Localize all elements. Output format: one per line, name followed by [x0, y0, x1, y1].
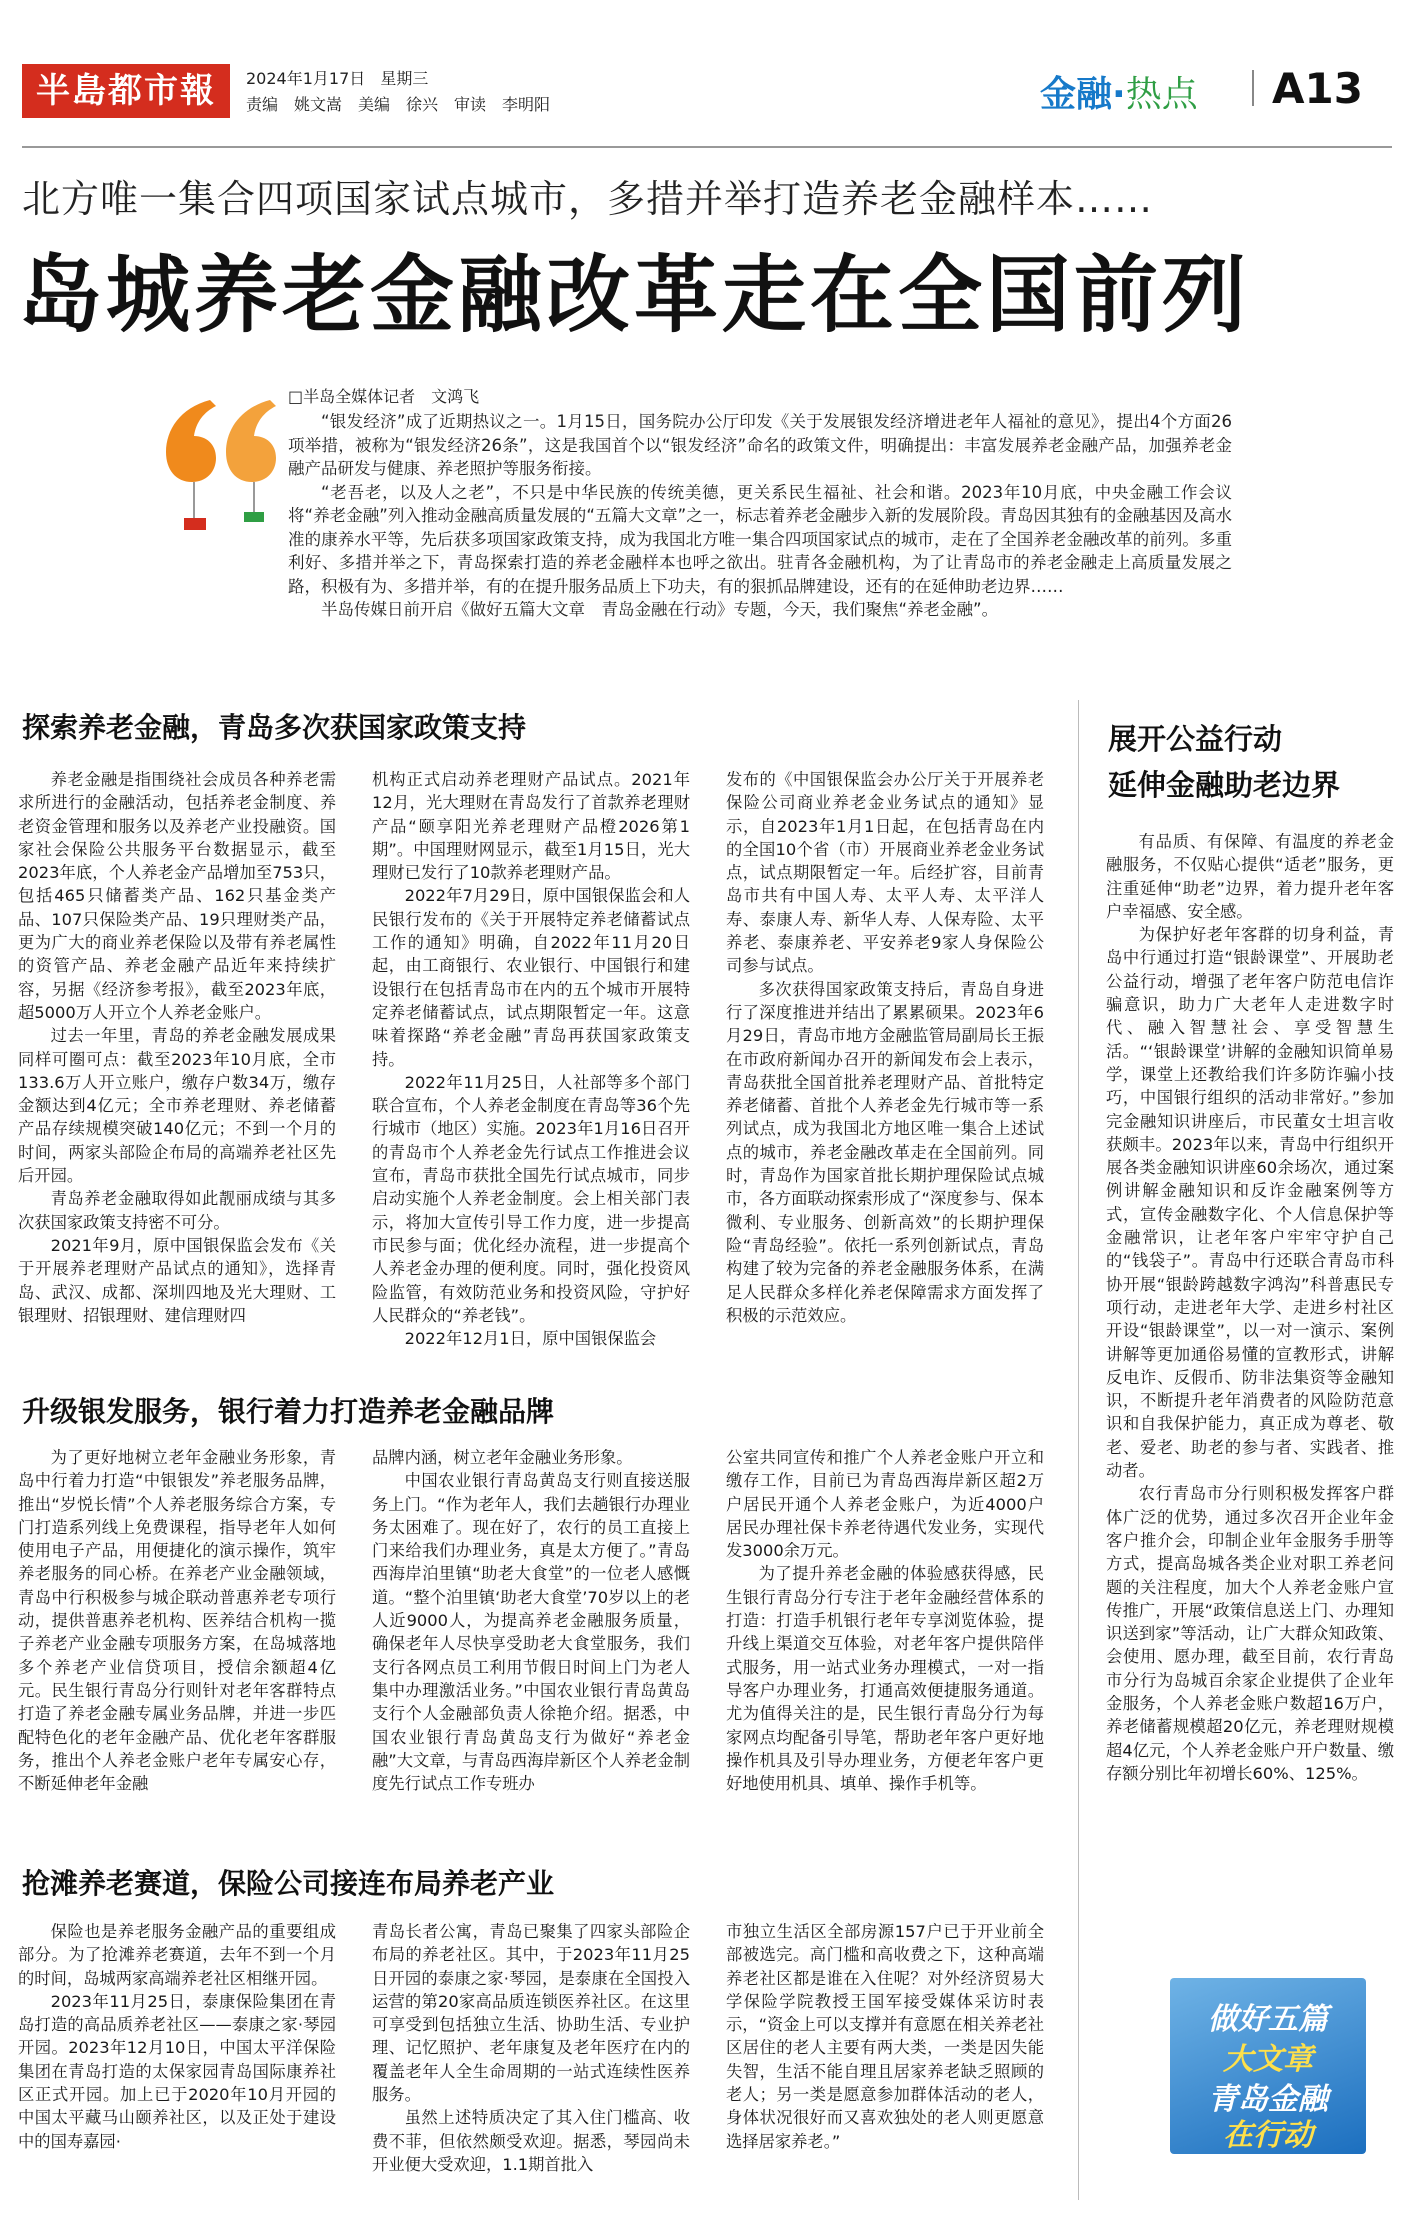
weekday: 星期三 [380, 69, 429, 88]
headline-title: 岛城养老金融改革走在全国前列 [18, 246, 1251, 344]
date: 2024年1月17日 [246, 69, 366, 88]
masthead-rule [22, 146, 1392, 148]
paragraph: 中国农业银行青岛黄岛支行则直接送服务上门。“作为老年人，我们去趟银行办理业务太困难了。现在好了，农行的员工直接上门来给我们办理业务，真是太方便了。”青岛西海岸泊里镇“助老大食堂”的一位老人感慨道。“整个泊里镇‘助老大食堂’70岁以上的老人近9000人，为提高养老金融服务质量，确保老年人尽快享受助老大食堂服务，我们支行各网点员工利用节假日时间上门为老人集中办理激活业务。”中国农业银行青岛黄岛支行个人金融部负责人徐艳介绍。据悉，中国农业银行青岛黄岛支行为做好“养老金融”大文章，与青岛西海岸新区个人养老金制度先行试点工作专班办 [372, 1471, 690, 1794]
sidebar-heading [1108, 716, 1340, 808]
paragraph: 2021年9月，原中国银保监会发布《关于开展养老理财产品试点的通知》，选择青岛、武汉、成都、深圳四地及光大理财、工银理财、招银理财、建信理财四 [18, 1235, 336, 1325]
section1-column-1 [18, 768, 336, 1327]
section3-column-2 [372, 1920, 690, 2176]
intro-paragraph: 半岛传媒日前开启《做好五篇大文章 青岛金融在行动》专题，今天，我们聚焦“养老金融”。 [321, 600, 999, 619]
section2-column-1 [18, 1446, 336, 1795]
intro-paragraph: “银发经济”成了近期热议之一。1月15日，国务院办公厅印发《关于发展银发经济增进老年人福祉的意见》，提出4个方面26项举措，被称为“银发经济26条”，这是我国首个以“银发经济”命名的政策文件，明确提出：丰富发展养老金融产品，加强养老金融产品研发与健康、养老照护等服务衔接。 [288, 412, 1232, 478]
paragraph: 2023年11月25日，泰康保险集团在青岛打造的高品质养老社区——泰康之家·琴园开园。2023年12月10日，中国太平洋保险集团在青岛打造的太保家园青岛国际康养社区正式开园。加上已于2020年10月开园的中国太平藏马山颐养社区，以及正处于建设中的国寿嘉园· [18, 1991, 336, 2151]
section2-heading: 升级银发服务，银行着力打造养老金融品牌 [22, 1395, 555, 1428]
paragraph: 公室共同宣传和推广个人养老金账户开立和缴存工作，目前已为青岛西海岸新区超2万户居民开通个人养老金账户，为近4000户居民办理社保卡养老待遇代发业务，实现代发3000余万元。 [726, 1448, 1044, 1561]
headline-kicker: 北方唯一集合四项国家试点城市，多措并举打造养老金融样本…… [22, 177, 1154, 221]
section-dot: · [1112, 74, 1126, 115]
badge-line: 青岛金融 [1208, 2082, 1328, 2117]
paragraph: 为了更好地树立老年金融业务形象，青岛中行着力打造“中银银发”养老服务品牌，推出“岁悦长情”个人养老服务综合方案，专门打造系列线上免费课程，指导老年人如何使用电子产品，用便捷化的演示操作，筑牢养老服务的同心桥。在养老产业金融领域，青岛中行积极参与城企联动普惠养老专项行动，提供普惠养老机构、医养结合机构一揽子养老产业金融专项服务方案，在岛城落地多个养老产业信贷项目，授信余额超4亿元。民生银行青岛分行则针对老年客群特点打造了养老金融专属业务品牌，并进一步匹配特色化的老年金融产品、优化老年客群服务，推出个人养老金账户老年专属安心存，不断延伸老年金融 [18, 1448, 336, 1794]
masthead-divider [1252, 70, 1254, 106]
paragraph: 多次获得国家政策支持后，青岛自身进行了深度推进并结出了累累硕果。2023年6月29日，青岛市地方金融监管局副局长王振在市政府新闻办召开的新闻发布会上表示，青岛获批全国首批养老理财产品、首批特定养老储蓄、首批个人养老金先行城市等一系列试点，成为我国北方地区唯一集合上述试点的城市，养老金融改革走在全国前列。同时，青岛作为国家首批长期护理保险试点城市，各方面联动探索形成了“深度参与、保本微利、专业服务、创新高效”的长期护理保险“青岛经验”。依托一系列创新试点，青岛构建了较为完备的养老金融服务体系，在满足人民群众多样化养老保障需求方面发挥了积极的示范效应。 [726, 979, 1044, 1325]
badge-line: 在行动 [1223, 2118, 1313, 2153]
paragraph: 过去一年里，青岛的养老金融发展成果同样可圈可点：截至2023年10月底，全市133.6万人开立账户，缴存户数34万，缴存金额达到4亿元；全市养老理财、养老储蓄产品存续规模突破140亿元；不到一个月的时间，两家头部险企布局的高端养老社区先后开园。 [18, 1026, 336, 1186]
section2-column-3 [726, 1446, 1044, 1795]
section-label [1040, 66, 1198, 117]
paragraph: 虽然上述特质决定了其入住门槛高、收费不菲，但依然颇受欢迎。据悉，琴园尚未开业便大受欢迎，1.1期首批入 [372, 2108, 690, 2174]
paragraph: 有品质、有保障、有温度的养老金融服务，不仅贴心提供“适老”服务，更注重延伸“助老”边界，着力提升老年客户幸福感、安全感。 [1106, 832, 1394, 921]
newspaper-logo: 半島都市報 [22, 64, 230, 118]
intro-text [288, 410, 1232, 622]
section3-column-3 [726, 1920, 1044, 2153]
paragraph: 机构正式启动养老理财产品试点。2021年12月，光大理财在青岛发行了首款养老理财产品“颐享阳光养老理财产品橙2026第1期”。中国理财网显示，截至1月15日，光大理财已发行了10款养老理财产品。 [372, 770, 690, 883]
section-main: 金融 [1040, 74, 1113, 115]
section1-column-2 [372, 768, 690, 1350]
sidebar-heading-line: 展开公益行动 [1108, 722, 1283, 756]
editor-credits: 责编 姚文嵩 美编 徐兴 审读 李明阳 [246, 95, 551, 114]
paragraph: 为保护好老年客群的切身利益，青岛中行通过打造“银龄课堂”、开展助老公益行动，增强了老年客户防范电信诈骗意识，助力广大老年人走进数字时代、融入智慧社会、享受智慧生活。“‘银龄课堂’讲解的金融知识简单易学，课堂上还教给我们许多防诈骗小技巧，中国银行组织的活动非常好。”参加完金融知识讲座后，市民董女士坦言收获颇丰。2023年以来，青岛中行组织开展各类金融知识讲座60余场次，通过案例讲解金融知识和反诈金融案例等方式，宣传金融数字化、个人信息保护等金融常识，让老年客户牢牢守护自己的“钱袋子”。青岛中行还联合青岛市科协开展“银龄跨越数字鸿沟”科普惠民专项行动，走进老年大学、走进乡村社区开设“银龄课堂”，以一对一演示、案例讲解等更加通俗易懂的宣教形式，讲解反电诈、反假币、防非法集资等金融知识，不断提升老年消费者的风险防范意识和自我保护能力，真正成为尊老、敬老、爱老、助老的参与者、实践者、推动者。 [1106, 925, 1394, 1481]
section1-column-3 [726, 768, 1044, 1327]
badge-line: 做好五篇 [1208, 2002, 1328, 2037]
section3-column-1 [18, 1920, 336, 2153]
quote-mark-icon [160, 390, 280, 540]
section-sub: 热点 [1125, 74, 1198, 115]
sidebar-divider [1078, 700, 1079, 2200]
sidebar-text [1106, 830, 1394, 1785]
section1-heading: 探索养老金融，青岛多次获国家政策支持 [22, 711, 527, 744]
badge-line: 大文章 [1223, 2042, 1313, 2077]
paragraph: 品牌内涵，树立老年金融业务形象。 [372, 1448, 633, 1467]
intro-paragraph: “老吾老，以及人之老”，不只是中华民族的传统美德，更关系民生福祉、社会和谐。2023年10月底，中央金融工作会议将“养老金融”列入推动金融高质量发展的“五篇大文章”之一，标志着养老金融步入新的发展阶段。青岛因其独有的金融基因及高水准的康养水平等，先后获多项国家政策支持，成为我国北方唯一集合四项国家试点的城市，走在了全国养老金融改革的前列。多重利好、多措并举之下，青岛探索打造的养老金融样本也呼之欲出。驻青各金融机构，为了让青岛市的养老金融走上高质量发展之路，积极有为、多措并举，有的在提升服务品质上下功夫，有的狠抓品牌建设，还有的在延伸助老边界…… [288, 482, 1232, 596]
paragraph: 养老金融是指围绕社会成员各种养老需求所进行的金融活动，包括养老金制度、养老资金管理和服务以及养老产业投融资。国家社会保险公共服务平台数据显示，截至2023年底，个人养老金产品增加至753只，包括465只储蓄类产品、162只基金类产品、107只保险类产品、19只理财类产品，更为广大的商业养老保险以及带有养老属性的资管产品、养老金融产品近年来持续扩容，另据《经济参考报》，截至2023年底，超5000万人开立个人养老金账户。 [18, 770, 336, 1022]
paragraph: 2022年12月1日，原中国银保监会 [404, 1329, 657, 1349]
paragraph: 农行青岛市分行则积极发挥客户群体广泛的优势，通过多次召开企业年金客户推介会，印制企业年金服务手册等方式，提高岛城各类企业对职工养老问题的关注程度，加大个人养老金账户宣传推广，开展“政策信息送上门、办理知识送到家”等活动，让广大群众知政策、会使用、愿办理，截至目前，农行青岛市分行为岛城百余家企业提供了企业年金服务，个人养老金账户数超16万户，养老储蓄规模超20亿元，养老理财规模超4亿元，个人养老金账户开户数量、缴存额分别比年初增长60%、125%。 [1106, 1484, 1394, 1783]
series-badge [1170, 1978, 1366, 2154]
paragraph: 市独立生活区全部房源157户已于开业前全部被选完。高门槛和高收费之下，这种高端养老社区都是谁在入住呢？对外经济贸易大学保险学院教授王国军接受媒体采访时表示，“资金上可以支撑并有意愿在相关养老社区居住的老人主要有两大类，一类是因失能失智，生活不能自理且居家养老缺乏照顾的老人；另一类是愿意参加群体活动的老人，身体状况很好而又喜欢独处的老人则更愿意选择居家养老。” [726, 1922, 1044, 2151]
paragraph: 青岛养老金融取得如此靓丽成绩与其多次获国家政策支持密不可分。 [18, 1189, 336, 1232]
page-number: A13 [1272, 64, 1363, 113]
section3-heading: 抢滩养老赛道，保险公司接连布局养老产业 [22, 1867, 555, 1900]
issue-date [246, 66, 428, 89]
paragraph: 为了提升养老金融的体验感获得感，民生银行青岛分行专注于老年金融经营体系的打造：打造手机银行老年专享浏览体验，提升线上渠道交互体验，对老年客户提供陪伴式服务，用一站式业务办理模式，一对一指导客户办理业务，打通高效便捷服务通道。尤为值得关注的是，民生银行青岛分行为每家网点均配备引导笔，帮助老年客户更好地操作机具及引导办理业务，方便老年客户更好地使用机具、填单、操作手机等。 [726, 1564, 1044, 1794]
byline: □半岛全媒体记者 文鸿飞 [288, 387, 480, 406]
paragraph: 2022年7月29日，原中国银保监会和人民银行发布的《关于开展特定养老储蓄试点工作的通知》明确，自2022年11月20日起，由工商银行、农业银行、中国银行和建设银行在包括青岛市在内的五个城市开展特定养老储蓄试点，试点期限暂定一年。这意味着探路“养老金融”青岛再获国家政策支持。 [372, 886, 690, 1069]
paragraph: 保险也是养老服务金融产品的重要组成部分。为了抢滩养老赛道，去年不到一个月的时间，岛城两家高端养老社区相继开园。 [18, 1922, 336, 1988]
section2-column-2 [372, 1446, 690, 1795]
paragraph: 青岛长者公寓，青岛已聚集了四家头部险企布局的养老社区。其中，于2023年11月25日开园的泰康之家·琴园，是泰康在全国投入运营的第20家高品质连锁医养社区。在这里可享受到包括独立生活、协助生活、专业护理、记忆照护、老年康复及老年医疗在内的覆盖老年人全生命周期的一站式连续性医养服务。 [372, 1922, 690, 2105]
paragraph: 2022年11月25日，人社部等多个部门联合宣布，个人养老金制度在青岛等36个先行城市（地区）实施。2023年1月16日召开的青岛市个人养老金先行试点工作推进会议宣布，青岛市获批全国先行试点城市，同步启动实施个人养老金制度。会上相关部门表示，将加大宣传引导工作力度，进一步提高市民参与面；优化经办流程，进一步提高个人养老金办理的便利度。同时，强化投资风险监管，有效防范业务和投资风险，守护好人民群众的“养老钱”。 [372, 1072, 690, 1325]
sidebar-heading-line: 延伸金融助老边界 [1108, 768, 1341, 802]
paragraph: 发布的《中国银保监会办公厅关于开展养老保险公司商业养老金业务试点的通知》显示，自2023年1月1日起，在包括青岛在内的全国10个省（市）开展商业养老金业务试点，试点期限暂定一年。后经扩容，目前青岛市共有中国人寿、太平人寿、太平洋人寿、泰康人寿、新华人寿、人保寿险、太平养老、泰康养老、平安养老9家人身保险公司参与试点。 [726, 770, 1044, 976]
